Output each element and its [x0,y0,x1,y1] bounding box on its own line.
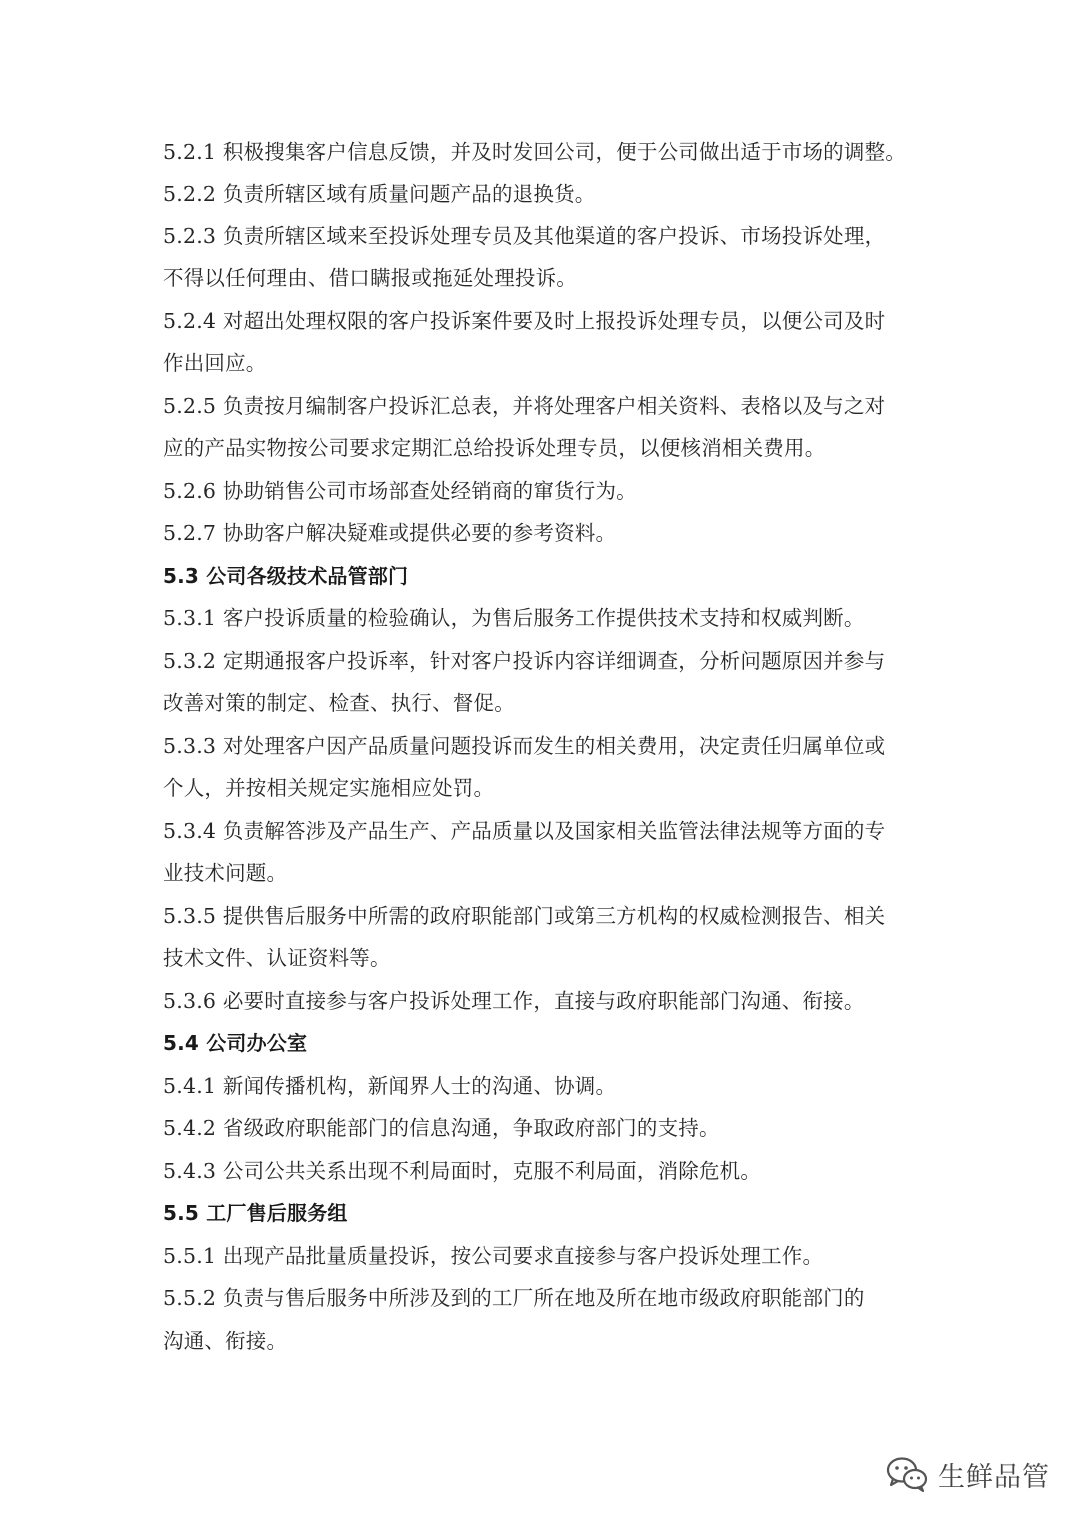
clause-5-4-1: 5.4.1 新闻传播机构，新闻界人士的沟通、协调。 [163,1074,617,1098]
watermark-account-name: 生鲜品管 [938,1461,1050,1493]
clause-5-2-2: 5.2.2 负责所辖区域有质量问题产品的退换货。 [163,182,596,206]
clause-5-2-3: 5.2.3 负责所辖区域来至投诉处理专员及其他渠道的客户投诉、市场投诉处理， [163,224,886,248]
clause-5-2-4: 5.2.4 对超出处理权限的客户投诉案件要及时上报投诉处理专员，以便公司及时 [163,309,886,333]
clause-5-2-6: 5.2.6 协助销售公司市场部查处经销商的窜货行为。 [163,479,637,503]
clause-5-5-1: 5.5.1 出现产品批量质量投诉，按公司要求直接参与客户投诉处理工作。 [163,1244,824,1268]
clause-5-2-7: 5.2.7 协助客户解决疑难或提供必要的参考资料。 [163,521,617,545]
clause-5-4-2: 5.4.2 省级政府职能部门的信息沟通，争取政府部门的支持。 [163,1116,720,1140]
clause-5-2-4-cont: 作出回应。 [163,351,267,375]
clause-5-5-2: 5.5.2 负责与售后服务中所涉及到的工厂所在地及所在地市级政府职能部门的 [163,1286,865,1310]
clause-5-3-5: 5.3.5 提供售后服务中所需的政府职能部门或第三方机构的权威检测报告、相关 [163,904,886,928]
clause-5-3-3-cont: 个人，并按相关规定实施相应处罚。 [163,776,495,800]
clause-5-3-2-cont: 改善对策的制定、检查、执行、督促。 [163,691,515,715]
clause-5-3-4-cont: 业技术问题。 [163,861,288,885]
clause-5-4-3: 5.4.3 公司公共关系出现不利局面时，克服不利局面，消除危机。 [163,1159,762,1183]
section-heading-5-4: 5.4 公司办公室 [163,1031,308,1055]
section-heading-5-5: 5.5 工厂售后服务组 [163,1201,348,1225]
clause-5-3-4: 5.3.4 负责解答涉及产品生产、产品质量以及国家相关监管法律法规等方面的专 [163,819,886,843]
clause-5-2-1: 5.2.1 积极搜集客户信息反馈，并及时发回公司，便于公司做出适于市场的调整。 [163,140,906,164]
clause-5-2-3-cont: 不得以任何理由、借口瞒报或拖延处理投诉。 [163,266,577,290]
clause-5-3-2: 5.3.2 定期通报客户投诉率，针对客户投诉内容详细调查，分析问题原因并参与 [163,649,886,673]
account-watermark [884,1452,1050,1496]
clause-5-3-1: 5.3.1 客户投诉质量的检验确认，为售后服务工作提供技术支持和权威判断。 [163,606,865,630]
clause-5-3-5-cont: 技术文件、认证资料等。 [163,946,391,970]
clause-5-3-6: 5.3.6 必要时直接参与客户投诉处理工作，直接与政府职能部门沟通、衔接。 [163,989,865,1013]
clause-5-2-5: 5.2.5 负责按月编制客户投诉汇总表，并将处理客户相关资料、表格以及与之对 [163,394,886,418]
clause-5-2-5-cont: 应的产品实物按公司要求定期汇总给投诉处理专员，以便核消相关费用。 [163,436,826,460]
wechat-icon [884,1454,930,1494]
clause-5-3-3: 5.3.3 对处理客户因产品质量问题投诉而发生的相关费用，决定责任归属单位或 [163,734,886,758]
clause-5-5-2-cont: 沟通、衔接。 [163,1329,288,1353]
section-heading-5-3: 5.3 公司各级技术品管部门 [163,564,409,588]
